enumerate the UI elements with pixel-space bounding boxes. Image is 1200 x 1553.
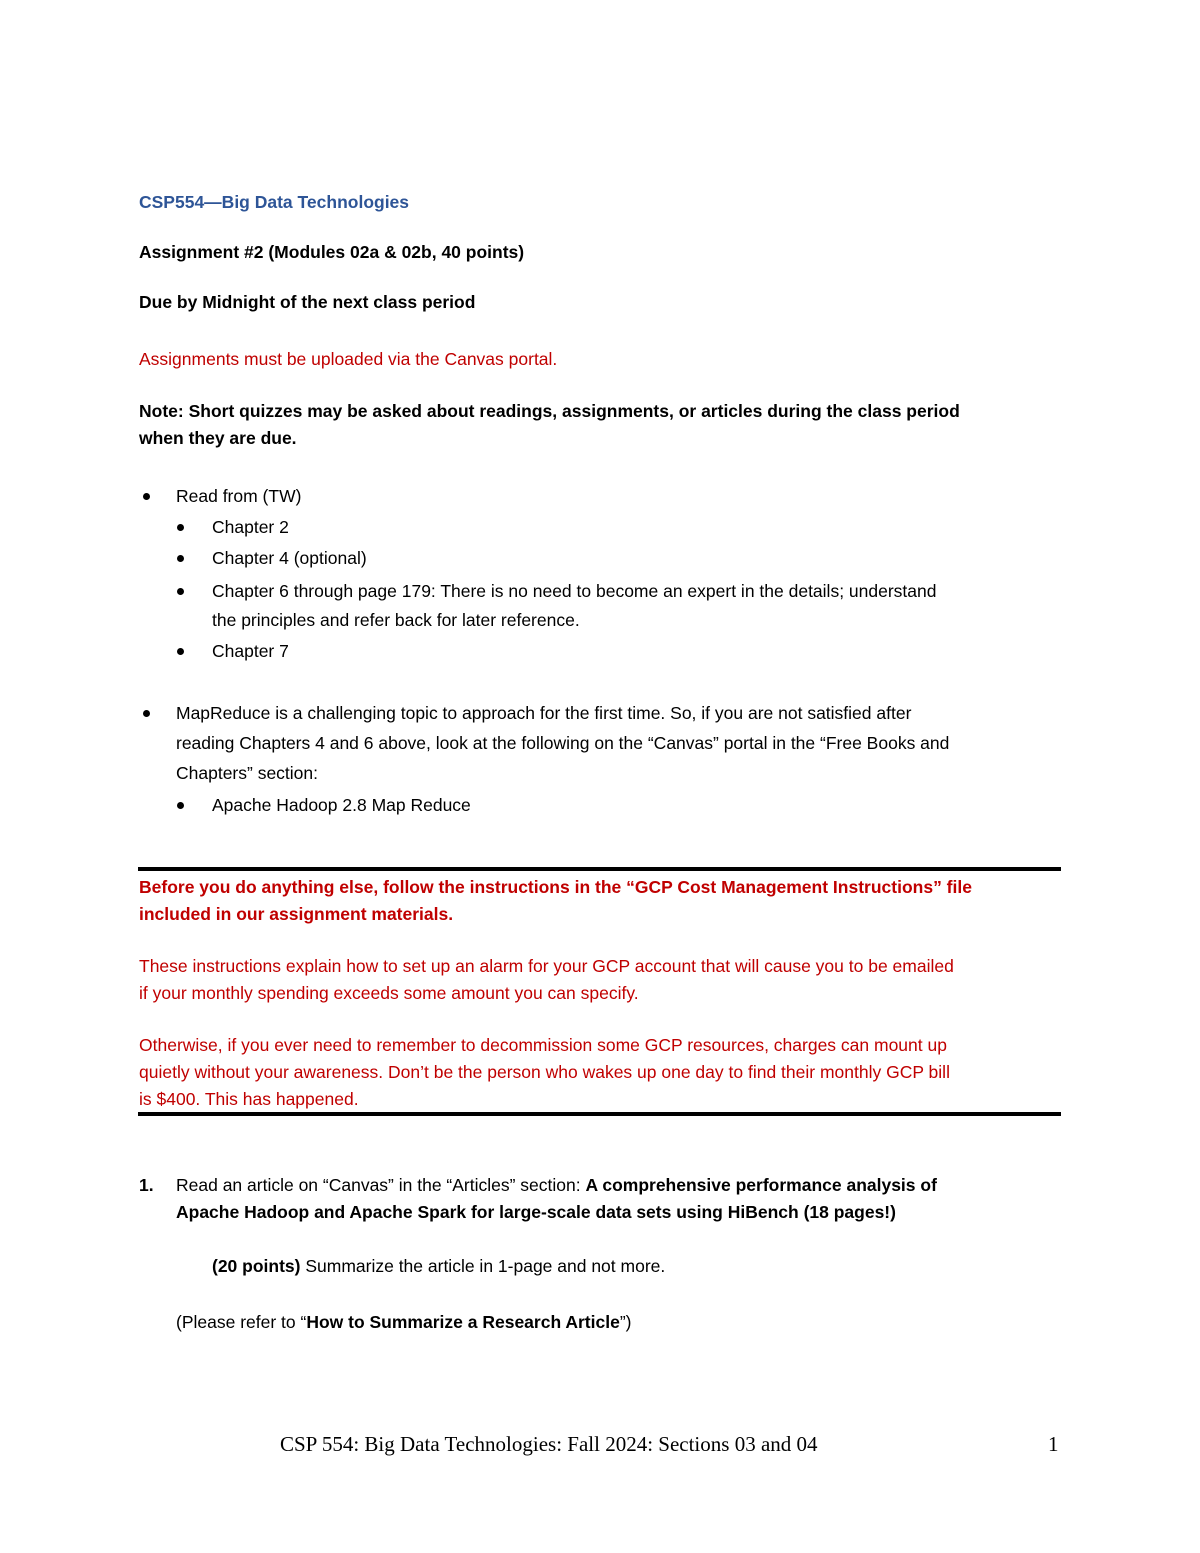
divider-top	[138, 867, 1061, 871]
task-number: 1.	[139, 1175, 154, 1195]
page-number: 1	[1048, 1432, 1059, 1456]
reading-item-continuation: the principles and refer back for later reference.	[212, 610, 580, 630]
task-points: (20 points)	[212, 1256, 301, 1276]
reading-item: Chapter 6 through page 179: There is no need to become an expert in the details; understand	[212, 581, 937, 601]
upload-note: Assignments must be uploaded via the Canvas portal.	[139, 349, 558, 369]
reading-item: Chapter 4 (optional)	[212, 548, 367, 568]
task-reference	[176, 1309, 631, 1335]
course-title: CSP554—Big Data Technologies	[139, 192, 410, 212]
otherwise-line1: Otherwise, if you ever need to remember to decommission some GCP resources, charges can mount up	[139, 1035, 947, 1055]
bullet-icon	[143, 493, 150, 500]
quiz-note-line2: when they are due.	[139, 428, 297, 448]
article-title-part1: A comprehensive performance analysis of	[585, 1175, 937, 1195]
task-lead: Read an article on “Canvas” in the “Articles” section:	[176, 1175, 586, 1195]
task-line1	[176, 1172, 937, 1198]
footer-text: CSP 554: Big Data Technologies: Fall 2024: Sections 03 and 04	[280, 1432, 818, 1456]
bullet-icon	[177, 648, 184, 655]
otherwise-line3: is $400. This has happened.	[139, 1089, 359, 1109]
readings-intro: Read from (TW)	[176, 486, 302, 506]
otherwise-line2: quietly without your awareness. Don’t be the person who wakes up one day to find their monthly GCP bill	[139, 1062, 950, 1082]
reading-item: Chapter 2	[212, 517, 289, 537]
alarm-line1: These instructions explain how to set up an alarm for your GCP account that will cause you to be emailed	[139, 956, 954, 976]
bullet-icon	[177, 555, 184, 562]
due-date: Due by Midnight of the next class period	[139, 292, 476, 312]
warning-line2: included in our assignment materials.	[139, 904, 454, 924]
reading-item: Chapter 7	[212, 641, 289, 661]
bullet-icon	[177, 588, 184, 595]
ref-open: (Please refer to “	[176, 1312, 307, 1332]
bullet-icon	[177, 802, 184, 809]
bullet-icon	[177, 524, 184, 531]
task-instruction-text: Summarize the article in 1-page and not more.	[300, 1256, 666, 1276]
mapreduce-sub-item: Apache Hadoop 2.8 Map Reduce	[212, 795, 471, 815]
warning-line1: Before you do anything else, follow the instructions in the “GCP Cost Management Instructions” file	[139, 877, 972, 897]
ref-close: ”)	[619, 1312, 632, 1332]
ref-title: How to Summarize a Research Article	[306, 1312, 620, 1332]
mapreduce-line3: Chapters” section:	[176, 763, 319, 783]
task-instruction	[212, 1253, 665, 1279]
bullet-icon	[143, 710, 150, 717]
mapreduce-line1: MapReduce is a challenging topic to approach for the first time. So, if you are not satisfied after	[176, 703, 912, 723]
assignment-heading: Assignment #2 (Modules 02a & 02b, 40 points)	[139, 242, 525, 262]
divider-bottom	[138, 1112, 1061, 1116]
article-title-part2: Apache Hadoop and Apache Spark for large-scale data sets using HiBench (18 pages!)	[176, 1202, 896, 1222]
mapreduce-line2: reading Chapters 4 and 6 above, look at the following on the “Canvas” portal in the “Free Books and	[176, 733, 950, 753]
quiz-note-line1: Note: Short quizzes may be asked about readings, assignments, or articles during the class period	[139, 401, 960, 421]
alarm-line2: if your monthly spending exceeds some amount you can specify.	[139, 983, 639, 1003]
